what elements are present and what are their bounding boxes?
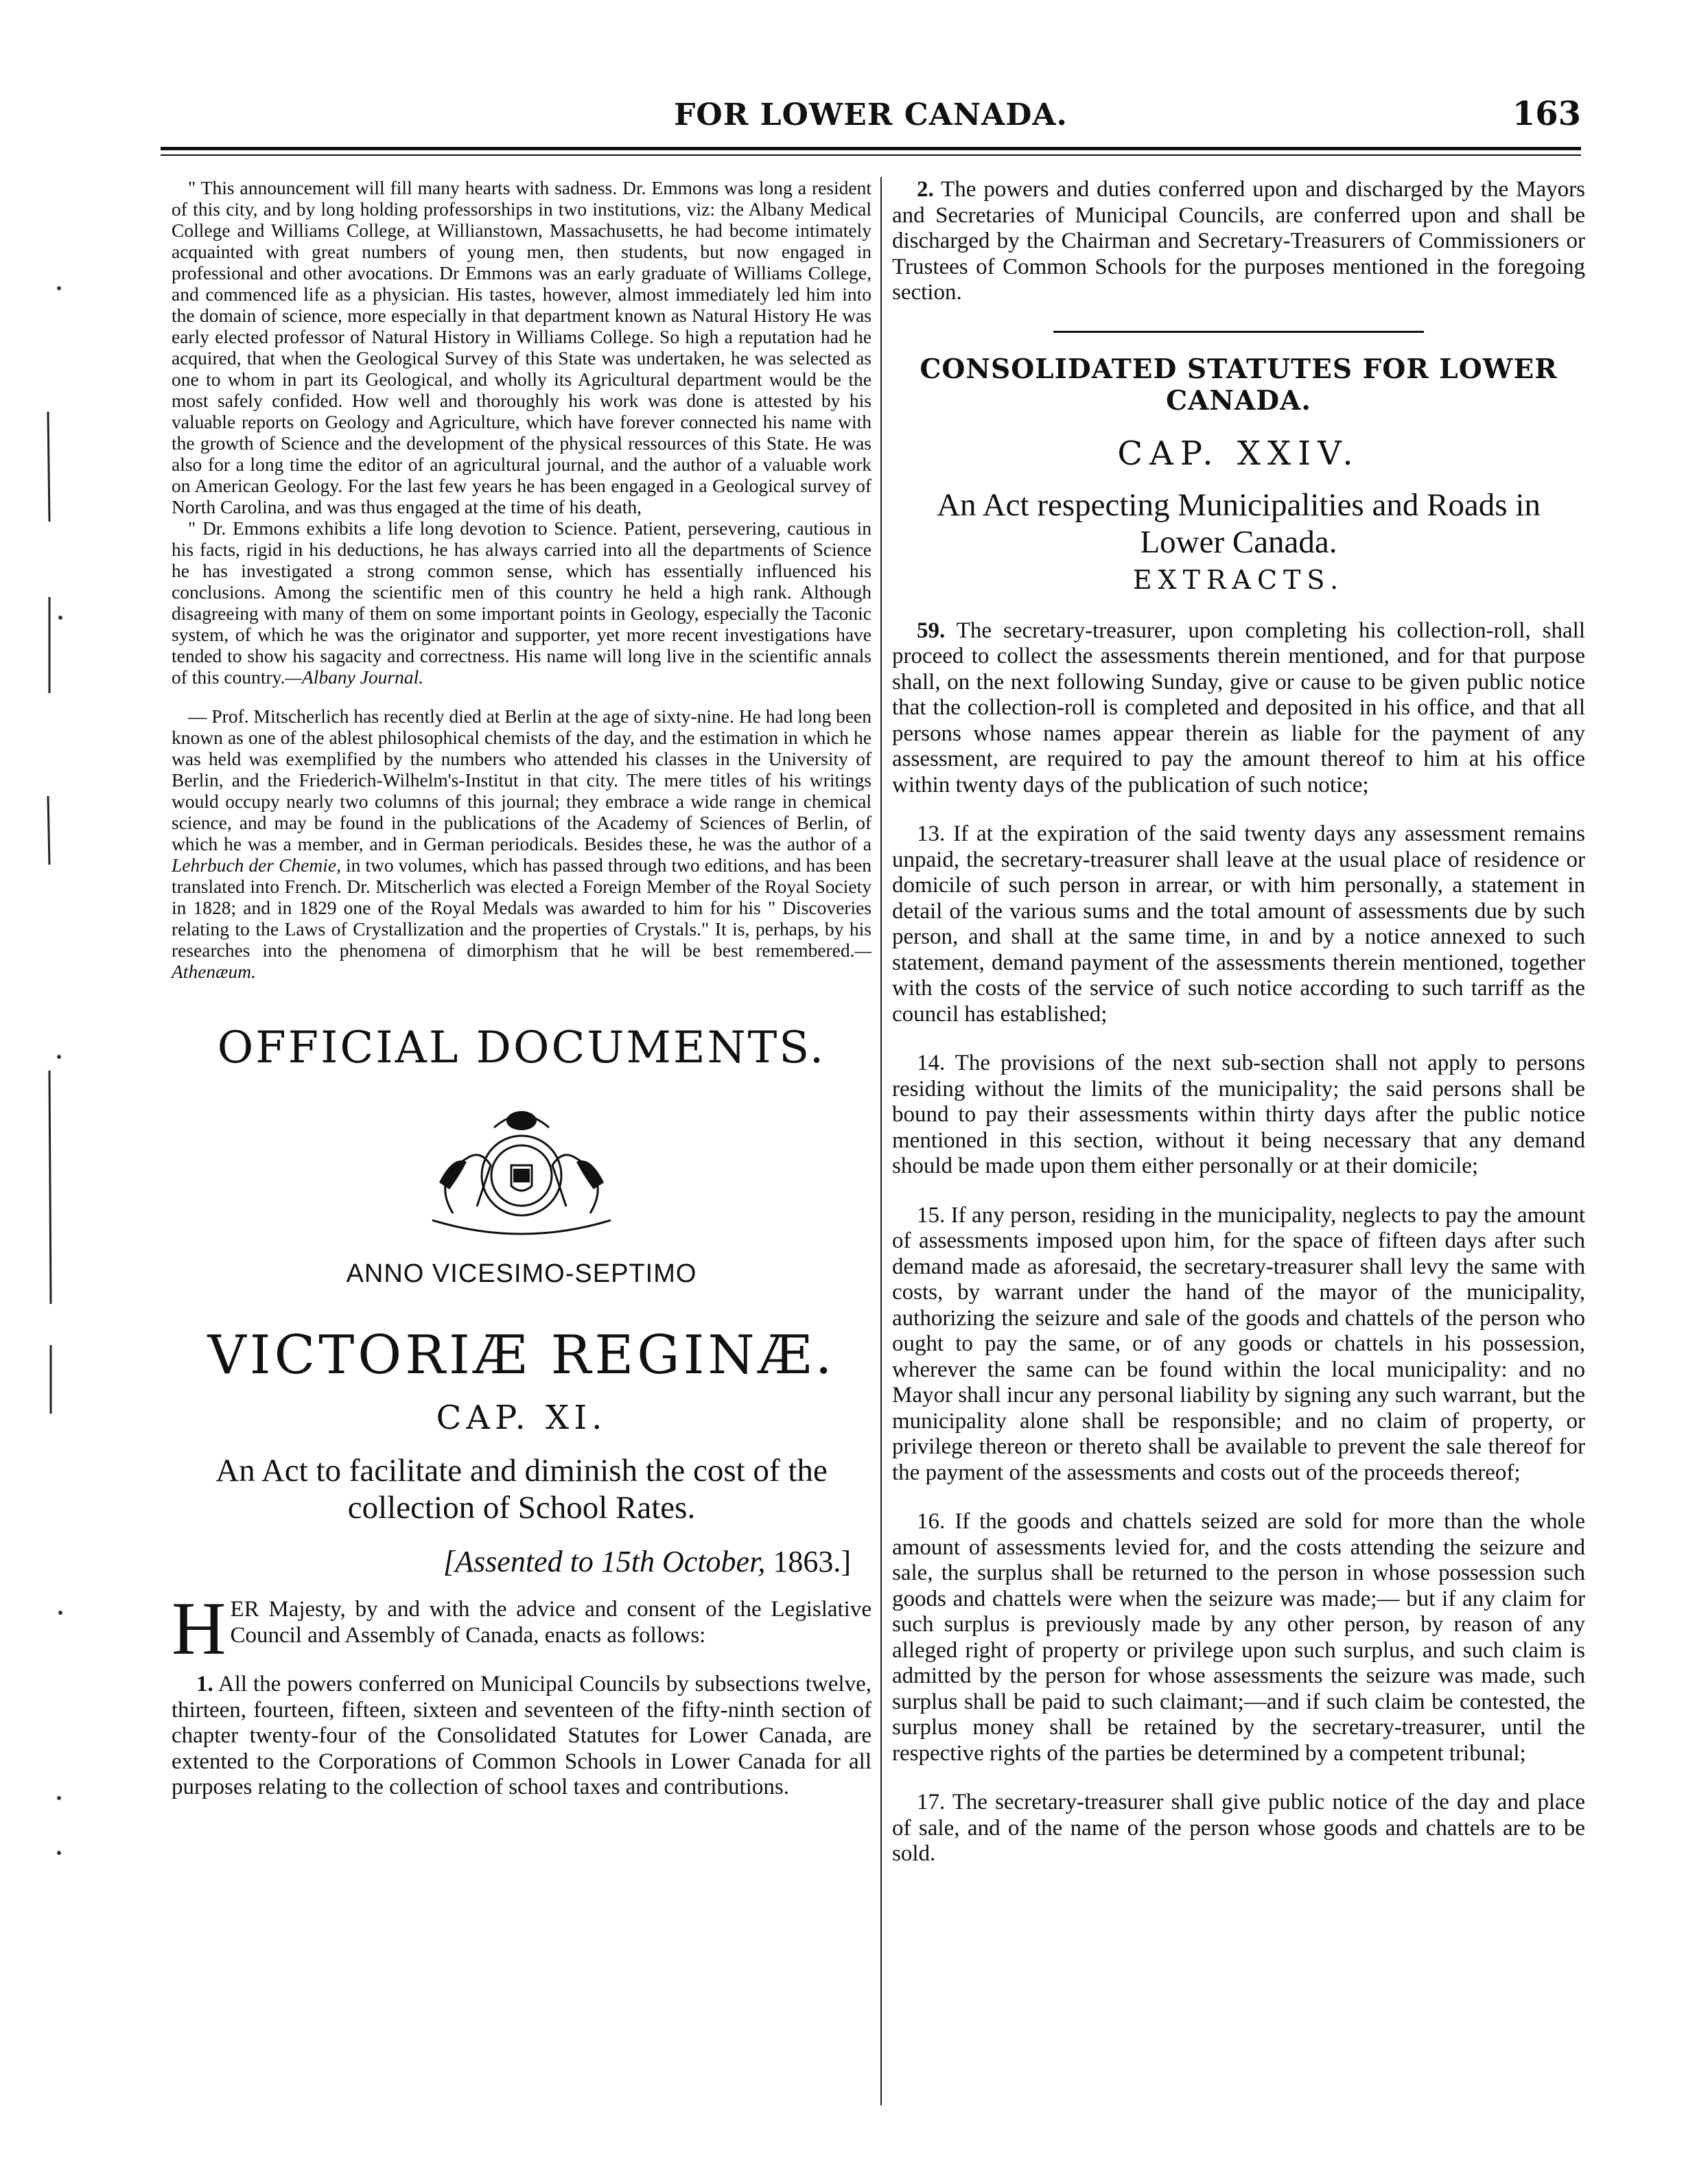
cap-xi: CAP. XI. (436, 1399, 607, 1437)
header-rule-thick (161, 147, 1581, 150)
left-column (172, 177, 871, 1801)
subsection-16: 16. If the goods and chattels seized are sold for more than the whole amount of assessments levied for, and the costs attending the seizure and sale, the surplus shall be returned to the person in whose possession such goods and chattels were when the seizure was made;— but if any claim for such surplus is previously made by any other person, by reason of any alleged right of property or privilege upon such surplus, and such claim is admitted by the person for whose assessments the seizure was made, such surplus shall be paid to such claimant;—and if such claim be contested, the surplus money shall be retained by the secretary-treasurer, until the respective rights of the parties be determined by a competent tribunal; (892, 1509, 1585, 1766)
subsection-14: 14. The provisions of the next sub-section shall not apply to persons residing without the limits of the municipality; the said persons shall be bound to pay their assessments within thirty days after the public notice mentioned in this section, without it being necessary that any demand should be made upon them either personally or at their domicile; (892, 1051, 1585, 1178)
section-divider-rule (1053, 331, 1424, 333)
subsection-17: 17. The secretary-treasurer shall give public notice of the day and place of sale, and of the name of the person whose goods and chattels are to be sold. (892, 1790, 1585, 1866)
section-1-number: 1. (196, 1672, 213, 1696)
anno-vicesimo: ANNO VICESIMO-SEPTIMO (346, 1259, 697, 1288)
news-emmons-2-text: " Dr. Emmons exhibits a life long devotion to Science. Patient, persevering, cautious in his facts, rigid in his deductions, he has always carried into all the departments of Science he has investigated a strong common sense, which has essentially influenced his conclusions. Among the scientific men of this country he held a high rank. Although disagreeing with many of them on some important points in Geology, especially the Taconic system, of which he was the originator and supporter, yet more recent investigations have tended to show his sagacity and correctness. His name will long live in the scientific annals of this country. (172, 517, 871, 688)
news-emmons-2 (172, 517, 871, 688)
news-emmons-1: " This announcement will fill many hearts with sadness. Dr. Emmons was long a resident of this city, and by long holding professorships in two institutions, viz: the Albany Medical College and Williams College, at Willianstown, Massachusetts, he had become intimately acquainted with great numbers of young men, then students, but now engaged in professional and other avocations. Dr Emmons was an early graduate of Williams College, and commenced life as a physician. His tastes, however, almost immediately led him into the domain of science, more especially in that department known as Natural History He was early elected professor of Natural History in Williams College. So high a reputation had he acquired, that when the Geological Survey of this State was undertaken, he was selected as one to whom in part its Geological, and wholly its Agricultural department would be the most safely confided. How well and thoroughly his work was done is attested by his valuable reports on Geology and Agriculture, which have forever connected his name with the growth of Science and the development of the physical ressources of this State. He was also for a long time the editor of an agricultural journal, and the author of a valuable work on American Geology. For the last few years he has been engaged in a Geological survey of North Carolina, and was thus engaged at the time of his death, (172, 177, 871, 517)
section-2 (892, 177, 1585, 306)
subsection-15: 15. If any person, residing in the municipality, neglects to pay the amount of assessments imposed upon him, for the space of fifteen days after such demand made as aforesaid, the secretary-treasurer shall levy the same with costs, by warrant under the hand of the mayor of the municipality, authorizing the seizure and sale of the goods and chattels of the person who ought to pay the same, or of any goods or chattels in his possession, wherever the same can be found within the local municipality: and no Mayor shall incur any personal liability by signing any such warrant, but the municipality alone shall be responsible; and no claim of property, or privilege thereon or thereto shall be available to prevent the sale thereof for the payment of the assessments and costs out of the proceeds thereof; (892, 1202, 1585, 1485)
dropcap-h: H (172, 1587, 226, 1670)
preamble (172, 1587, 871, 1670)
news-mitscherlich-source: —Athenæum. (172, 939, 871, 982)
subsection-13: 13. If at the expiration of the said twenty days any assessment remains unpaid, the secretary-treasurer shall leave at the usual place of residence or domicile of such person in arrear, or with him personally, a statement in detail of the various sums and the total amount of assessments due by such person, and shall at the same time, in and by a notice annexed to such statement, demand payment of the assessments therein mentioned, together with the costs of the service of such notice according to such tarriff as the council has established; (892, 821, 1585, 1027)
section-59 (892, 618, 1585, 799)
section-2-number: 2. (917, 177, 934, 202)
act-title-municipalities: An Act respecting Municipalities and Roads in Lower Canada. (937, 487, 1541, 560)
assent-prefix: [ (443, 1545, 456, 1578)
section-2-text: The powers and duties conferred upon and discharged by the Mayors and Secretaries of Municipal Councils, are conferred upon and shall be discharged by the Chairman and Secretary-Treasurers of Commissioners or Trustees of Common Schools for the purposes mentioned in the foregoing section. (892, 177, 1585, 305)
assent-year: 1863.] (765, 1545, 851, 1578)
header-rule-thin (161, 154, 1581, 156)
column-divider (880, 177, 882, 2105)
running-head: FOR LOWER CANADA. (674, 97, 1068, 132)
news-emmons-2-source: —Albany Journal. (285, 666, 424, 688)
royal-coat-of-arms-icon (391, 1100, 652, 1244)
page-number: 163 (1512, 95, 1581, 133)
news-mitscherlich-rest: in two volumes, which has passed through two editions, and has been translated into French. Dr. Mitscherlich was elected a Foreign Member of the Royal Society in 1828; and in 1829 one of the Royal Medals was awarded to him for his " Discoveries relating to the Laws of Crystallization and the properties of Crystals." It is, perhaps, by his researches into the phenomena of dimorphism that he will be best remembered. (172, 854, 871, 961)
margin-scan-marks (0, 0, 75, 2183)
news-mitscherlich-text: — Prof. Mitscherlich has recently died at Berlin at the age of sixty-nine. He had long been known as one of the ablest philosophical chemists of the day, and the estimation in which he was held was exemplified by the numbers who attended his classes in the University of Berlin, and the Friederich-Wilhelm's-Institut in that city. The mere titles of his writings would occupy nearly two columns of this journal; they embrace a wide range in chemical science, and may be found in the publications of the Academy of Sciences of Berlin, of which he was a member, and in German periodicals. Besides these, he was the author of a (172, 705, 871, 854)
assent-italic: Assented to 15th October, (455, 1545, 766, 1578)
right-column (892, 177, 1585, 1867)
consolidated-statutes-heading: CONSOLIDATED STATUTES FOR LOWER CANADA. (920, 353, 1558, 417)
section-59-number: 59. (917, 618, 946, 643)
assent-line (172, 1544, 871, 1579)
preamble-text: ER Majesty, by and with the advice and consent of the Legislative Council and Assembly of Canada, enacts as follows: (230, 1597, 871, 1648)
section-59-text: The secretary-treasurer, upon completing his collection-roll, shall proceed to collect the assessments therein mentioned, and for that purpose shall, on the next following Sunday, give or cause to be given public notice that the collection-roll is completed and deposited in his office, and that all persons whose names appear therein as liable for the payment of any assessment, are required to pay the amount thereof to him at his office within twenty days of the publication of such notice; (892, 618, 1585, 797)
section-1 (172, 1672, 871, 1801)
news-mitscherlich-book: Lehrbuch der Chemie, (172, 854, 341, 876)
official-documents-heading: OFFICIAL DOCUMENTS. (217, 1023, 826, 1073)
cap-xxiv: CAP. XXIV. (1117, 434, 1360, 473)
act-title-school-rates: An Act to facilitate and diminish the cost of the collection of School Rates. (215, 1453, 828, 1526)
news-mitscherlich (172, 705, 871, 982)
page-header (161, 89, 1581, 137)
victoriae-reginae: VICTORIÆ REGINÆ. (207, 1324, 836, 1386)
section-1-text: All the powers conferred on Municipal Councils by subsections twelve, thirteen, fourteen, fifteen, sixteen and seventeen of the fifty-ninth section of chapter twenty-four of the Consolidated Statutes for Lower Canada, are extented to the Corporations of Common Schools in Lower Canada for all purposes relating to the collection of school taxes and contributions. (172, 1672, 871, 1799)
extracts-heading: EXTRACTS. (1132, 564, 1345, 595)
